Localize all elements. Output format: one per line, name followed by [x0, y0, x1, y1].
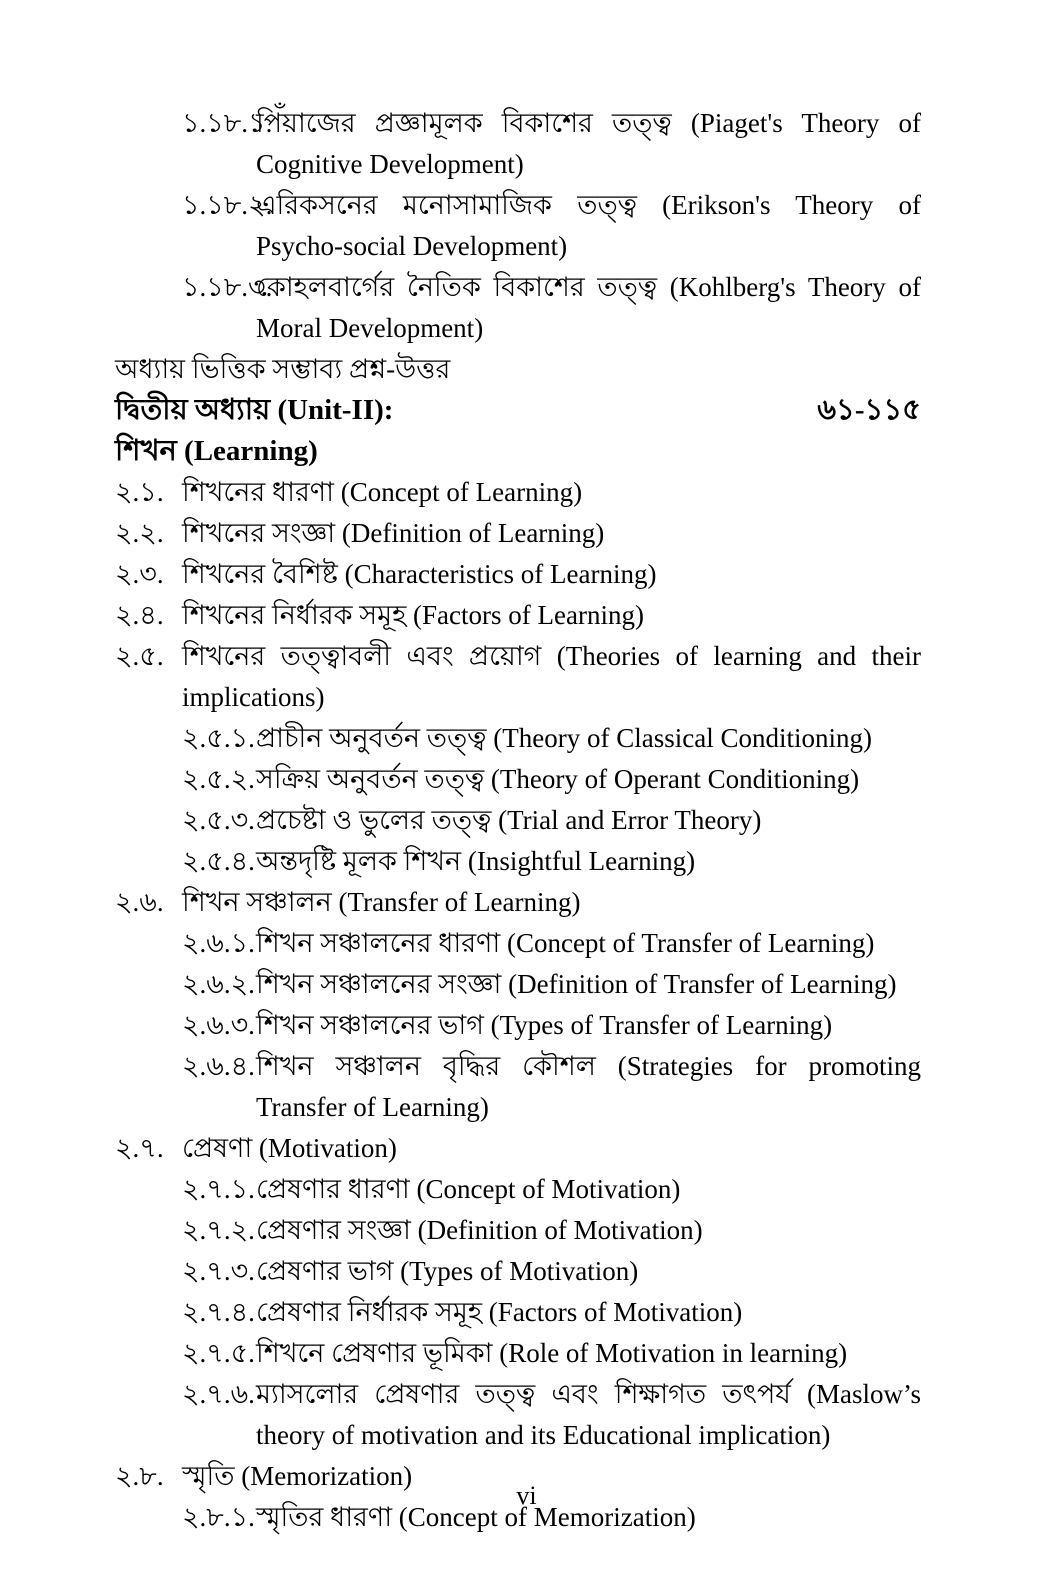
toc-entry-number: ২.১. — [115, 477, 164, 507]
toc-entry — [115, 759, 921, 800]
toc-entry — [115, 1046, 921, 1128]
toc-entry — [115, 718, 921, 759]
toc-entry-number: ২.৫.২. — [182, 764, 255, 794]
toc-entry — [115, 964, 921, 1005]
toc-entry-number: ২.৬.৪. — [182, 1051, 255, 1081]
toc-entry-number: ২.৬.১. — [182, 928, 255, 958]
toc-entry-text: এরিকসনের মনোসামাজিক তত্ত্ব (Erikson's Theory of Psycho-social Development) — [256, 190, 921, 261]
toc-entry — [115, 595, 921, 636]
chapter-title: দ্বিতীয় অধ্যায় (Unit-II): — [115, 394, 394, 426]
toc-entry-number: ২.২. — [115, 518, 164, 548]
toc-entry-number: ২.৭.২. — [182, 1215, 255, 1245]
toc-entry-number: ২.৫. — [115, 641, 164, 671]
toc-entry-text: স্মৃতির ধারণা (Concept of Memorization) — [256, 1502, 696, 1532]
toc-entry-number: ১.১৮.২. — [182, 190, 273, 220]
toc-entry — [115, 1210, 921, 1251]
toc-entry-text: শিখন সঞ্চালনের সংজ্ঞা (Definition of Transfer of Learning) — [256, 969, 897, 999]
toc-entry-number: ২.৭.৩. — [182, 1256, 255, 1286]
toc-entry-number: ২.৭.৬. — [182, 1379, 255, 1409]
toc-entry-number: ২.৭.৪. — [182, 1297, 255, 1327]
toc-entry — [115, 267, 921, 349]
toc-entry-text: প্রচেষ্টা ও ভুলের তত্ত্ব (Trial and Error Theory) — [256, 805, 762, 835]
toc-entry-number: ২.৬.৩. — [182, 1010, 255, 1040]
toc-entry — [115, 841, 921, 882]
toc-entry — [115, 882, 921, 923]
toc-entry — [115, 1251, 921, 1292]
chapter-subtitle: শিখন (Learning) — [115, 435, 318, 467]
toc-entry-text: প্রাচীন অনুবর্তন তত্ত্ব (Theory of Classical Conditioning) — [256, 723, 872, 753]
toc-entry — [115, 185, 921, 267]
toc-entry-text: প্রেষণার ধারণা (Concept of Motivation) — [256, 1174, 681, 1204]
toc-entry-number: ১.১৮.৩. — [182, 272, 273, 302]
toc-entry — [115, 1128, 921, 1169]
chapter-page-range: ৬১-১১৫ — [817, 394, 921, 426]
toc-entry-number: ২.৮. — [115, 1461, 164, 1491]
toc-entry-text: ম্যাসলোর প্রেষণার তত্ত্ব এবং শিক্ষাগত তৎপর্য (Maslow’s theory of motivation and its Educational implication) — [256, 1379, 921, 1450]
toc-entry-text: শিখনের সংজ্ঞা (Definition of Learning) — [182, 518, 605, 548]
toc-entry — [115, 1292, 921, 1333]
toc-entry-number: ২.৫.৪. — [182, 846, 255, 876]
toc-entry-text: শিখন সঞ্চালনের ভাগ (Types of Transfer of Learning) — [256, 1010, 833, 1040]
toc-entry-text: অন্তদৃষ্টি মূলক শিখন (Insightful Learning) — [256, 846, 696, 876]
toc-entry-text: প্রেষণার সংজ্ঞা (Definition of Motivation) — [256, 1215, 703, 1245]
toc-entry-text: স্মৃতি (Memorization) — [182, 1461, 413, 1491]
page-number: vi — [516, 1481, 537, 1510]
chapter-heading — [115, 390, 921, 431]
toc-entry-number: ২.৭. — [115, 1133, 164, 1163]
toc-entry-number: ২.৪. — [115, 600, 164, 630]
section-note: অধ্যায় ভিত্তিক সম্ভাব্য প্রশ্ন-উত্তর — [115, 354, 451, 384]
toc-entry-text: শিখনের ধারণা (Concept of Learning) — [182, 477, 583, 507]
toc-entry — [115, 472, 921, 513]
toc-entry-number: ২.৫.১. — [182, 723, 255, 753]
toc-entry-text: শিখনে প্রেষণার ভূমিকা (Role of Motivation in learning) — [256, 1338, 848, 1368]
toc-entry-text: সক্রিয় অনুবর্তন তত্ত্ব (Theory of Operant Conditioning) — [256, 764, 860, 794]
toc-entry-number: ২.৭.১. — [182, 1174, 255, 1204]
table-of-contents — [115, 103, 921, 1538]
toc-entry — [115, 1333, 921, 1374]
toc-entry-text: শিখন সঞ্চালন (Transfer of Learning) — [182, 887, 581, 917]
toc-entry-text: প্রেষণার নির্ধারক সমূহ (Factors of Motivation) — [256, 1297, 743, 1327]
toc-entry — [115, 800, 921, 841]
toc-entry-text: পিঁয়াজের প্রজ্ঞামূলক বিকাশের তত্ত্ব (Piaget's Theory of Cognitive Development) — [256, 108, 921, 179]
toc-entry-text: শিখনের নির্ধারক সমূহ (Factors of Learning) — [182, 600, 644, 630]
toc-entry-text: শিখন সঞ্চালনের ধারণা (Concept of Transfer of Learning) — [256, 928, 875, 958]
toc-entry-number: ১.১৮.১. — [182, 108, 273, 138]
toc-entry-number: ২.৩. — [115, 559, 164, 589]
toc-entry — [115, 1005, 921, 1046]
toc-entry-number: ২.৭.৫. — [182, 1338, 255, 1368]
toc-entry-text: প্রেষণা (Motivation) — [182, 1133, 397, 1163]
toc-entry-number: ২.৫.৩. — [182, 805, 255, 835]
toc-entry — [115, 513, 921, 554]
toc-entry-text: শিখনের বৈশিষ্ট (Characteristics of Learning) — [182, 559, 657, 589]
toc-entry — [115, 1374, 921, 1456]
toc-entry-text: শিখনের তত্ত্বাবলী এবং প্রয়োগ (Theories of learning and their implications) — [182, 641, 921, 712]
toc-entry — [115, 103, 921, 185]
toc-entry-number: ২.৬.২. — [182, 969, 255, 999]
toc-entry-text: প্রেষণার ভাগ (Types of Motivation) — [256, 1256, 639, 1286]
toc-entry — [115, 923, 921, 964]
toc-entry-text: কোহলবার্গের নৈতিক বিকাশের তত্ত্ব (Kohlberg's Theory of Moral Development) — [256, 272, 921, 343]
toc-entry — [115, 554, 921, 595]
toc-entry — [115, 636, 921, 718]
toc-entry — [115, 1169, 921, 1210]
toc-entry-text: শিখন সঞ্চালন বৃদ্ধির কৌশল (Strategies for promoting Transfer of Learning) — [256, 1051, 921, 1122]
toc-entry-number: ২.৮.১. — [182, 1502, 255, 1532]
toc-entry-number: ২.৬. — [115, 887, 164, 917]
